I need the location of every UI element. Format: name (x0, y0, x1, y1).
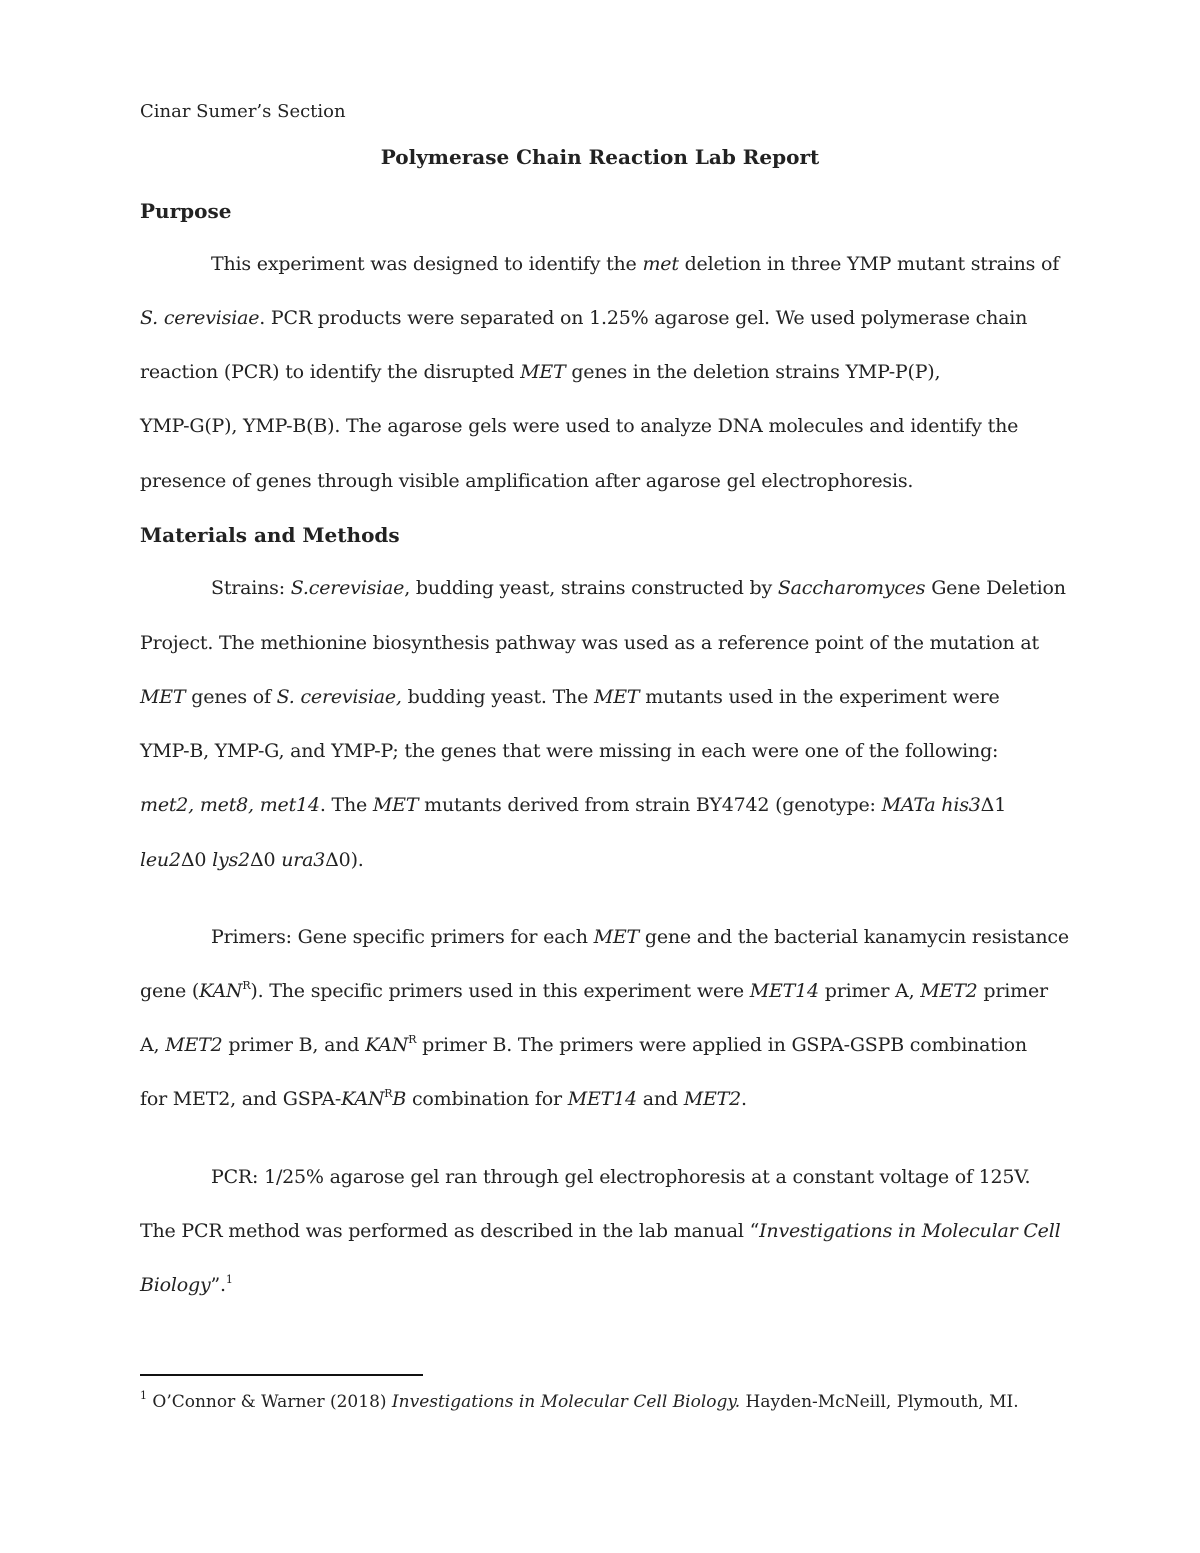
purpose-line-3: reaction (PCR) to identify the disrupted MET genes in the deletion strains YMP-P(P), (140, 361, 941, 383)
primers-line-3: A, MET2 primer B, and $KAN^R$ primer B. The primers were applied in GSPA-GSPB combination (140, 1033, 1027, 1056)
purpose-line-4: YMP-G(P), YMP-B(B). The agarose gels were used to analyze DNA molecules and identify the (140, 415, 1019, 437)
footnote-separator (140, 1374, 423, 1376)
section-header: Cinar Sumer’s Section (140, 101, 346, 122)
strains-line-1: Strains: S.cerevisiae, budding yeast, strains constructed by Saccharomyces Gene Deletion (211, 577, 1066, 599)
purpose-heading: Purpose (140, 199, 232, 223)
purpose-line-1: This experiment was designed to identify the met deletion in three YMP mutant strains of (211, 253, 1060, 275)
pcr-line-1: PCR: 1/25% agarose gel ran through gel electrophoresis at a constant voltage of 125V. (211, 1166, 1031, 1188)
footnote-ref[interactable]: 1 (225, 1273, 233, 1286)
primers-line-1: Primers: Gene specific primers for each MET gene and the bacterial kanamycin resistance (211, 926, 1069, 948)
pcr-line-2: The PCR method was performed as described in the lab manual “Investigations in Molecular Cell (140, 1220, 1061, 1242)
strains-line-5: met2, met8, met14. The MET mutants derived from strain BY4742 (genotype: MATa his3Δ1 (140, 794, 1007, 816)
methods-heading: Materials and Methods (140, 523, 400, 547)
purpose-line-5: presence of genes through visible amplification after agarose gel electrophoresis. (140, 470, 914, 492)
strains-line-6: leu2Δ0 lys2Δ0 ura3Δ0). (140, 849, 364, 871)
report-title: Polymerase Chain Reaction Lab Report (380, 145, 820, 169)
footnote: $^1$ O’Connor & Warner (2018) Investigations in Molecular Cell Biology. Hayden-McNeill, Plymouth, MI. (140, 1389, 1019, 1412)
primers-line-2: gene $(KAN^R)$. The specific primers used in this experiment were MET14 primer A, MET2 primer (140, 979, 1048, 1002)
pcr-line-3: Biology”.$^1$ (140, 1273, 233, 1296)
strains-line-3: MET genes of S. cerevisiae, budding yeast. The MET mutants used in the experiment were (140, 686, 1000, 708)
purpose-line-2: S. cerevisiae. PCR products were separated on 1.25% agarose gel. We used polymerase chain (140, 307, 1028, 329)
footnote-marker: 1 (140, 1389, 147, 1402)
strains-line-4: YMP-B, YMP-G, and YMP-P; the genes that were missing in each were one of the following: (140, 740, 999, 762)
primers-line-4: for MET2, and GSPA-$KAN^RB$ combination for MET14 and MET2. (140, 1087, 747, 1110)
strains-line-2: Project. The methionine biosynthesis pathway was used as a reference point of the mutation at (140, 632, 1039, 654)
